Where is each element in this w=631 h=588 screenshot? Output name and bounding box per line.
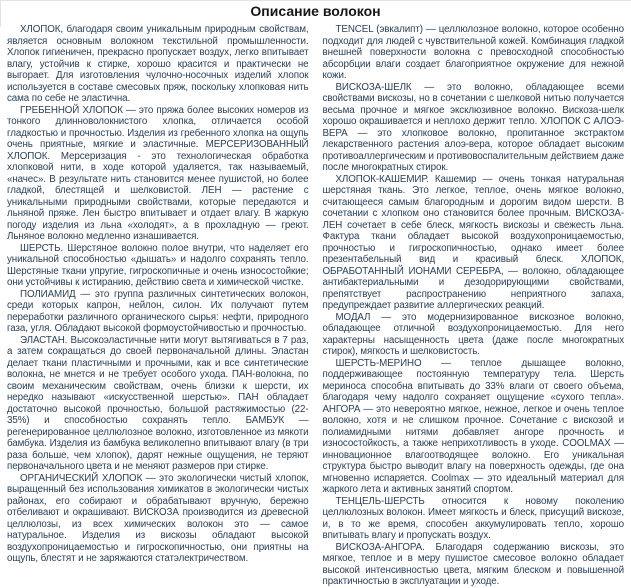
- right-column: [323, 24, 625, 588]
- paragraph: ТЕНЦЕЛЬ-ШЕРСТЬ относится к новому поколению целлюлозных волокон. Имеет мягкость и блеск, присущий вискозе, и, в то же время, способен аккумулировать тепло, хорошо впитывать влагу и пропускать воздух.: [322, 495, 624, 541]
- paragraph: ХЛОПОК-КАШЕМИР. Кашемир — очень тонкая натуральная шерстяная ткань. Это легкое, теплое, очень мягкое волокно, считающееся самым благородным и дорогим видом шерсти. В сочетании с хлопком оно становится более прочным. ВИСКОЗА-ЛЕН сочетает в себе блеск, мягкость вискозы и свежесть льна. Фактура ткани обладает высокой воздухопроницаемостью, прочностью и гигроскопичностью, однако имеет более презентабельный вид и красивый блеск. ХЛОПОК, ОБРАБОТАННЫЙ ИОНАМИ СЕРЕБРА, — волокно, обладающее антибактериальными и дезодорирующими свойствами, препятствует распространению неприятного запаха, предупреждает развитие аллергических реакций.: [322, 173, 624, 311]
- paragraph: ПОЛИАМИД — это группа различных синтетических волокон, среди которых капрон, нейлон, силон. Их получают путем переработки различного органического сырья: нефти, природного газа, угля. Обладают высокой формоустойчивостью и прочностью.: [7, 288, 309, 334]
- paragraph: ШЕРСТЬ-МЕРИНО — теплое дышащее волокно, поддерживающее постоянную температуру тела. Шерсть мериноса способна впитывать до 33% влаги от своего объема, благодаря чему надолго сохраняет ощущение «сухого тепла». АНГОРА — это невероятно мягкое, нежное, легкое и очень теплое волокно, хотя и не слишком прочное. Сочетание с вискозой и полиамидными нитями добавляет ангоре прочность и износостойкость, а также неприхотливость в уходе. COOLMAX — инновационное влагоотводящее волокно. Его уникальная структура быстро выводит влагу на поверхность одежды, где она мгновенно испаряется. Coolmax — это идеальный материал для жаркого лета и активных занятий спортом.: [322, 357, 624, 495]
- paragraph: ВИСКОЗА-АНГОРА. Благодаря содержанию вискозы, это мягкое, теплое и в меру пушистое смесовое волокно обладает высокой интенсивностью цвета, мягким блеском и повышенной практичностью в эксплуатации и уходе.: [322, 541, 624, 587]
- page-title: Описание волокон: [250, 3, 381, 19]
- paragraph: ВИСКОЗА-ШЕЛК — это волокно, обладающее всеми свойствами вискозы, но в сочетании с шелковой нитью получается весьма прочное и мягкое эксклюзивное волокно. Вискоза-шелк хорошо окрашивается и неплохо держит тепло. ХЛОПОК С АЛОЭ-ВЕРА — это хлопковое волокно, пропитанное экстрактом лекарственного растения алоэ-вера, которое обладает высоким противоаллергическим и противовоспалительным действием даже после многократных стирок.: [322, 81, 624, 173]
- paragraph: ХЛОПОК, благодаря своим уникальным природным свойствам, является основным волокном текстильной промышленности. Хлопок гигиеничен, прекрасно пропускает воздух, легко впитывает влагу, устойчив к стирке, хорошо красится и практически не выгорает. Для изготовления чулочно-носочных изделий хлопок используется в составе смесовых пряж, поскольку хлопковая нить сама по себе не эластична.: [7, 24, 309, 104]
- paragraph: ЭЛАСТАН. Высокоэластичные нити могут вытягиваться в 7 раз, а затем сокращаться до своей первоначальной длины. Эластан делает ткани пластичными и прочными, как и все синтетические волокна, не мнется и не требует особого ухода. ПАН-волокна, по своим механическим свойствам, очень близки к шерсти, их нередко называют «искусственной шерстью». ПАН обладает достаточно высокой прочностью, большой растяжимостью (22-35%) и способностью сохранять тепло. БАМБУК — регенерированное целлюлозное волокно, изготовленное из мякоти бамбука. Изделия из бамбука великолепно впитывают влагу (в три раза больше, чем хлопок), дарят нежные ощущения, не теряют первоначального цвета и не меняют размеров при стирке.: [7, 334, 309, 472]
- paragraph: TENCEL (эвкалипт) — целлюлозное волокно, которое особенно подходит для людей с чувствительной кожей. Комбинация гладкой внешней поверхности волокна с превосходной способностью абсорбции влаги создает благоприятное окружение для нежной кожи.: [322, 24, 624, 81]
- paragraph: ГРЕБЕННОЙ ХЛОПОК — это пряжа более высоких номеров из тонкого длинноволокнистого хлопка, отличается особой гладкостью и прочностью. Изделия из гребенного хлопка на ощупь очень приятные, мягкие и эластичные. МЕРСЕРИЗОВАННЫЙ ХЛОПОК. Мерсеризация - это технологическая обработка хлопковой нити, в ходе которой удаляется, так называемый, «начес». В результате нить становится менее пушистой, но более гладкой, блестящей и шелковистой. ЛЕН — растение с уникальными природными свойствами, которые передаются и льняной пряже. Лен быстро впитывает и отдает влагу. В жаркую погоду изделия из льна «холодят», а в прохладную — греют. Льняное волокно медленно изнашивается.: [7, 104, 309, 242]
- paragraph: ШЕРСТЬ. Шерстяное волокно полое внутри, что наделяет его уникальной способностью «дышать» и надолго сохранять тепло. Шерстяные ткани упругие, гигроскопичные и очень износостойкие; они устойчивы к истиранию, действию света и химической чистке.: [7, 242, 309, 288]
- text-columns: [0, 24, 631, 588]
- page-edge-line: [0, 1, 1, 27]
- paragraph: МОДАЛ — это модернизированное вискозное волокно, обладающее отличной воздухопроницаемостью. Для него характерны насыщенность цвета (даже после многократных стирок), мягкость и шелковистость.: [322, 311, 624, 357]
- left-column: [7, 24, 309, 588]
- paragraph: ОРГАНИЧЕСКИЙ ХЛОПОК — это экологически чистый хлопок, выращенный без использования химикатов в экологически чистых районах, его собирают и обрабатывают вручную, бережно отбеливают и окрашивают. ВИСКОЗА производится из древесной целлюлозы, из всех химических волокон это — самое натуральное. Изделия из вискозы обладают высокой воздухопроницаемостью и гигроскопичностью, они приятны на ощупь, блестят и не заряжаются статэлектричеством.: [7, 472, 309, 564]
